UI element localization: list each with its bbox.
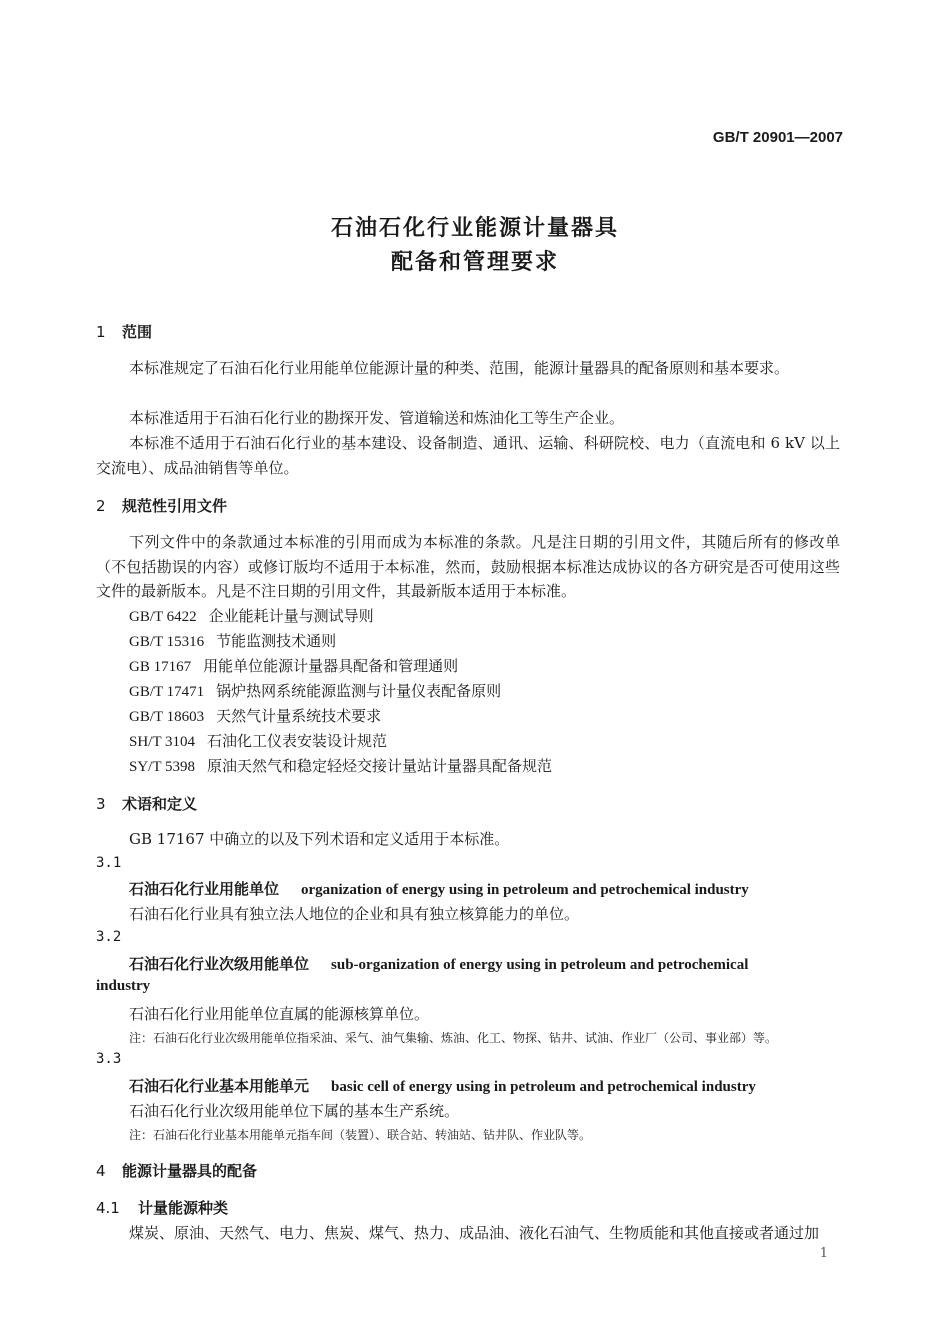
- term-heading: [129, 878, 749, 899]
- document-title-line1: 石油石化行业能源计量器具: [330, 216, 619, 241]
- reference-title: 企业能耗计量与测试导则: [208, 607, 374, 625]
- section-4-heading: [96, 1160, 257, 1181]
- subsection-4-1-heading: [96, 1197, 228, 1218]
- reference-item: [129, 755, 552, 776]
- paragraph: GB 17167 中确立的以及下列术语和定义适用于本标准。: [129, 830, 510, 848]
- term-definition: 石油石化行业次级用能单位下属的基本生产系统。: [129, 1102, 460, 1120]
- paragraph: 本标准适用于石油石化行业的勘探开发、管道输送和炼油化工等生产企业。: [129, 409, 625, 427]
- reference-title: 锅炉热网系统能源监测与计量仪表配备原则: [216, 682, 502, 700]
- subsection-number: 4.1: [96, 1199, 120, 1217]
- term-definition: 石油石化行业用能单位直属的能源核算单位。: [129, 1005, 430, 1023]
- term-chinese: 石油石化行业基本用能单元: [129, 1077, 310, 1095]
- reference-title: 原油天然气和稳定轻烃交接计量站计量器具配备规范: [206, 757, 552, 775]
- term-english: sub-organization of energy using in petroleum and petrochemical: [331, 957, 749, 973]
- reference-code: GB/T 6422: [129, 609, 197, 625]
- section-number: 1: [96, 323, 106, 341]
- term-english: organization of energy using in petroleum and petrochemical industry: [301, 882, 749, 898]
- reference-title: 用能单位能源计量器具配备和管理通则: [203, 657, 459, 675]
- term-number: 3.3: [96, 1051, 122, 1067]
- term-chinese: 石油石化行业用能单位: [129, 880, 280, 898]
- reference-item: [129, 655, 458, 676]
- paragraph: 下列文件中的条款通过本标准的引用而成为本标准的条款。凡是注日期的引用文件，其随后所有的修改单（不包括勘误的内容）或修订版均不适用于本标准，然而，鼓励根据本标准达成协议的各方研究是否可使用这些文件的最新版本。凡是不注日期的引用文件，其最新版本适用于本标准。: [96, 533, 840, 600]
- document-title-line2: 配备和管理要求: [390, 250, 559, 275]
- term-number: 3.2: [96, 929, 122, 945]
- section-1-heading: [96, 321, 152, 342]
- reference-item: [129, 730, 387, 751]
- reference-code: SH/T 3104: [129, 734, 195, 750]
- section-number: 2: [96, 497, 106, 515]
- reference-code: GB/T 17471: [129, 684, 205, 700]
- reference-title: 节能监测技术通则: [216, 632, 337, 650]
- reference-code: SY/T 5398: [129, 759, 195, 775]
- section-2-heading: [96, 495, 227, 516]
- term-chinese: 石油石化行业次级用能单位: [129, 955, 310, 973]
- term-english-continued: industry: [96, 978, 151, 994]
- paragraph: 煤炭、原油、天然气、电力、焦炭、煤气、热力、成品油、液化石油气、生物质能和其他直接或者通过加: [129, 1224, 820, 1242]
- term-note: 注：石油石化行业基本用能单元指车间（装置）、联合站、转油站、钻井队、作业队等。: [129, 1128, 592, 1142]
- reference-item: [129, 705, 381, 726]
- page-number: 1: [819, 1246, 828, 1261]
- section-title: 范围: [122, 323, 153, 341]
- reference-title: 天然气计量系统技术要求: [216, 707, 382, 725]
- standard-number: GB/T 20901—2007: [712, 129, 843, 146]
- paragraph: 本标准不适用于石油石化行业的基本建设、设备制造、通讯、运输、科研院校、电力（直流电和 6 kV 以上交流电）、成品油销售等单位。: [96, 434, 840, 477]
- section-title: 能源计量器具的配备: [122, 1162, 258, 1180]
- section-3-heading: [96, 793, 197, 814]
- term-english: basic cell of energy using in petroleum and petrochemical industry: [331, 1079, 756, 1095]
- section-title: 术语和定义: [122, 795, 198, 813]
- term-note: 注：石油石化行业次级用能单位指采油、采气、油气集输、炼油、化工、物探、钻井、试油、作业厂（公司、事业部）等。: [129, 1031, 778, 1045]
- reference-item: [129, 680, 501, 701]
- term-definition: 石油石化行业具有独立法人地位的企业和具有独立核算能力的单位。: [129, 905, 580, 923]
- paragraph: 本标准规定了石油石化行业用能单位能源计量的种类、范围，能源计量器具的配备原则和基本要求。: [129, 359, 790, 377]
- reference-code: GB/T 15316: [129, 634, 205, 650]
- term-number: 3.1: [96, 855, 122, 871]
- term-heading: [129, 1075, 756, 1096]
- reference-title: 石油化工仪表安装设计规范: [206, 732, 387, 750]
- reference-item: [129, 630, 336, 651]
- reference-code: GB/T 18603: [129, 709, 205, 725]
- reference-code: GB 17167: [129, 659, 192, 675]
- section-title: 规范性引用文件: [122, 497, 228, 515]
- section-number: 4: [96, 1162, 106, 1180]
- reference-item: [129, 605, 374, 626]
- subsection-title: 计量能源种类: [138, 1199, 229, 1217]
- section-number: 3: [96, 795, 106, 813]
- term-heading: [129, 953, 748, 974]
